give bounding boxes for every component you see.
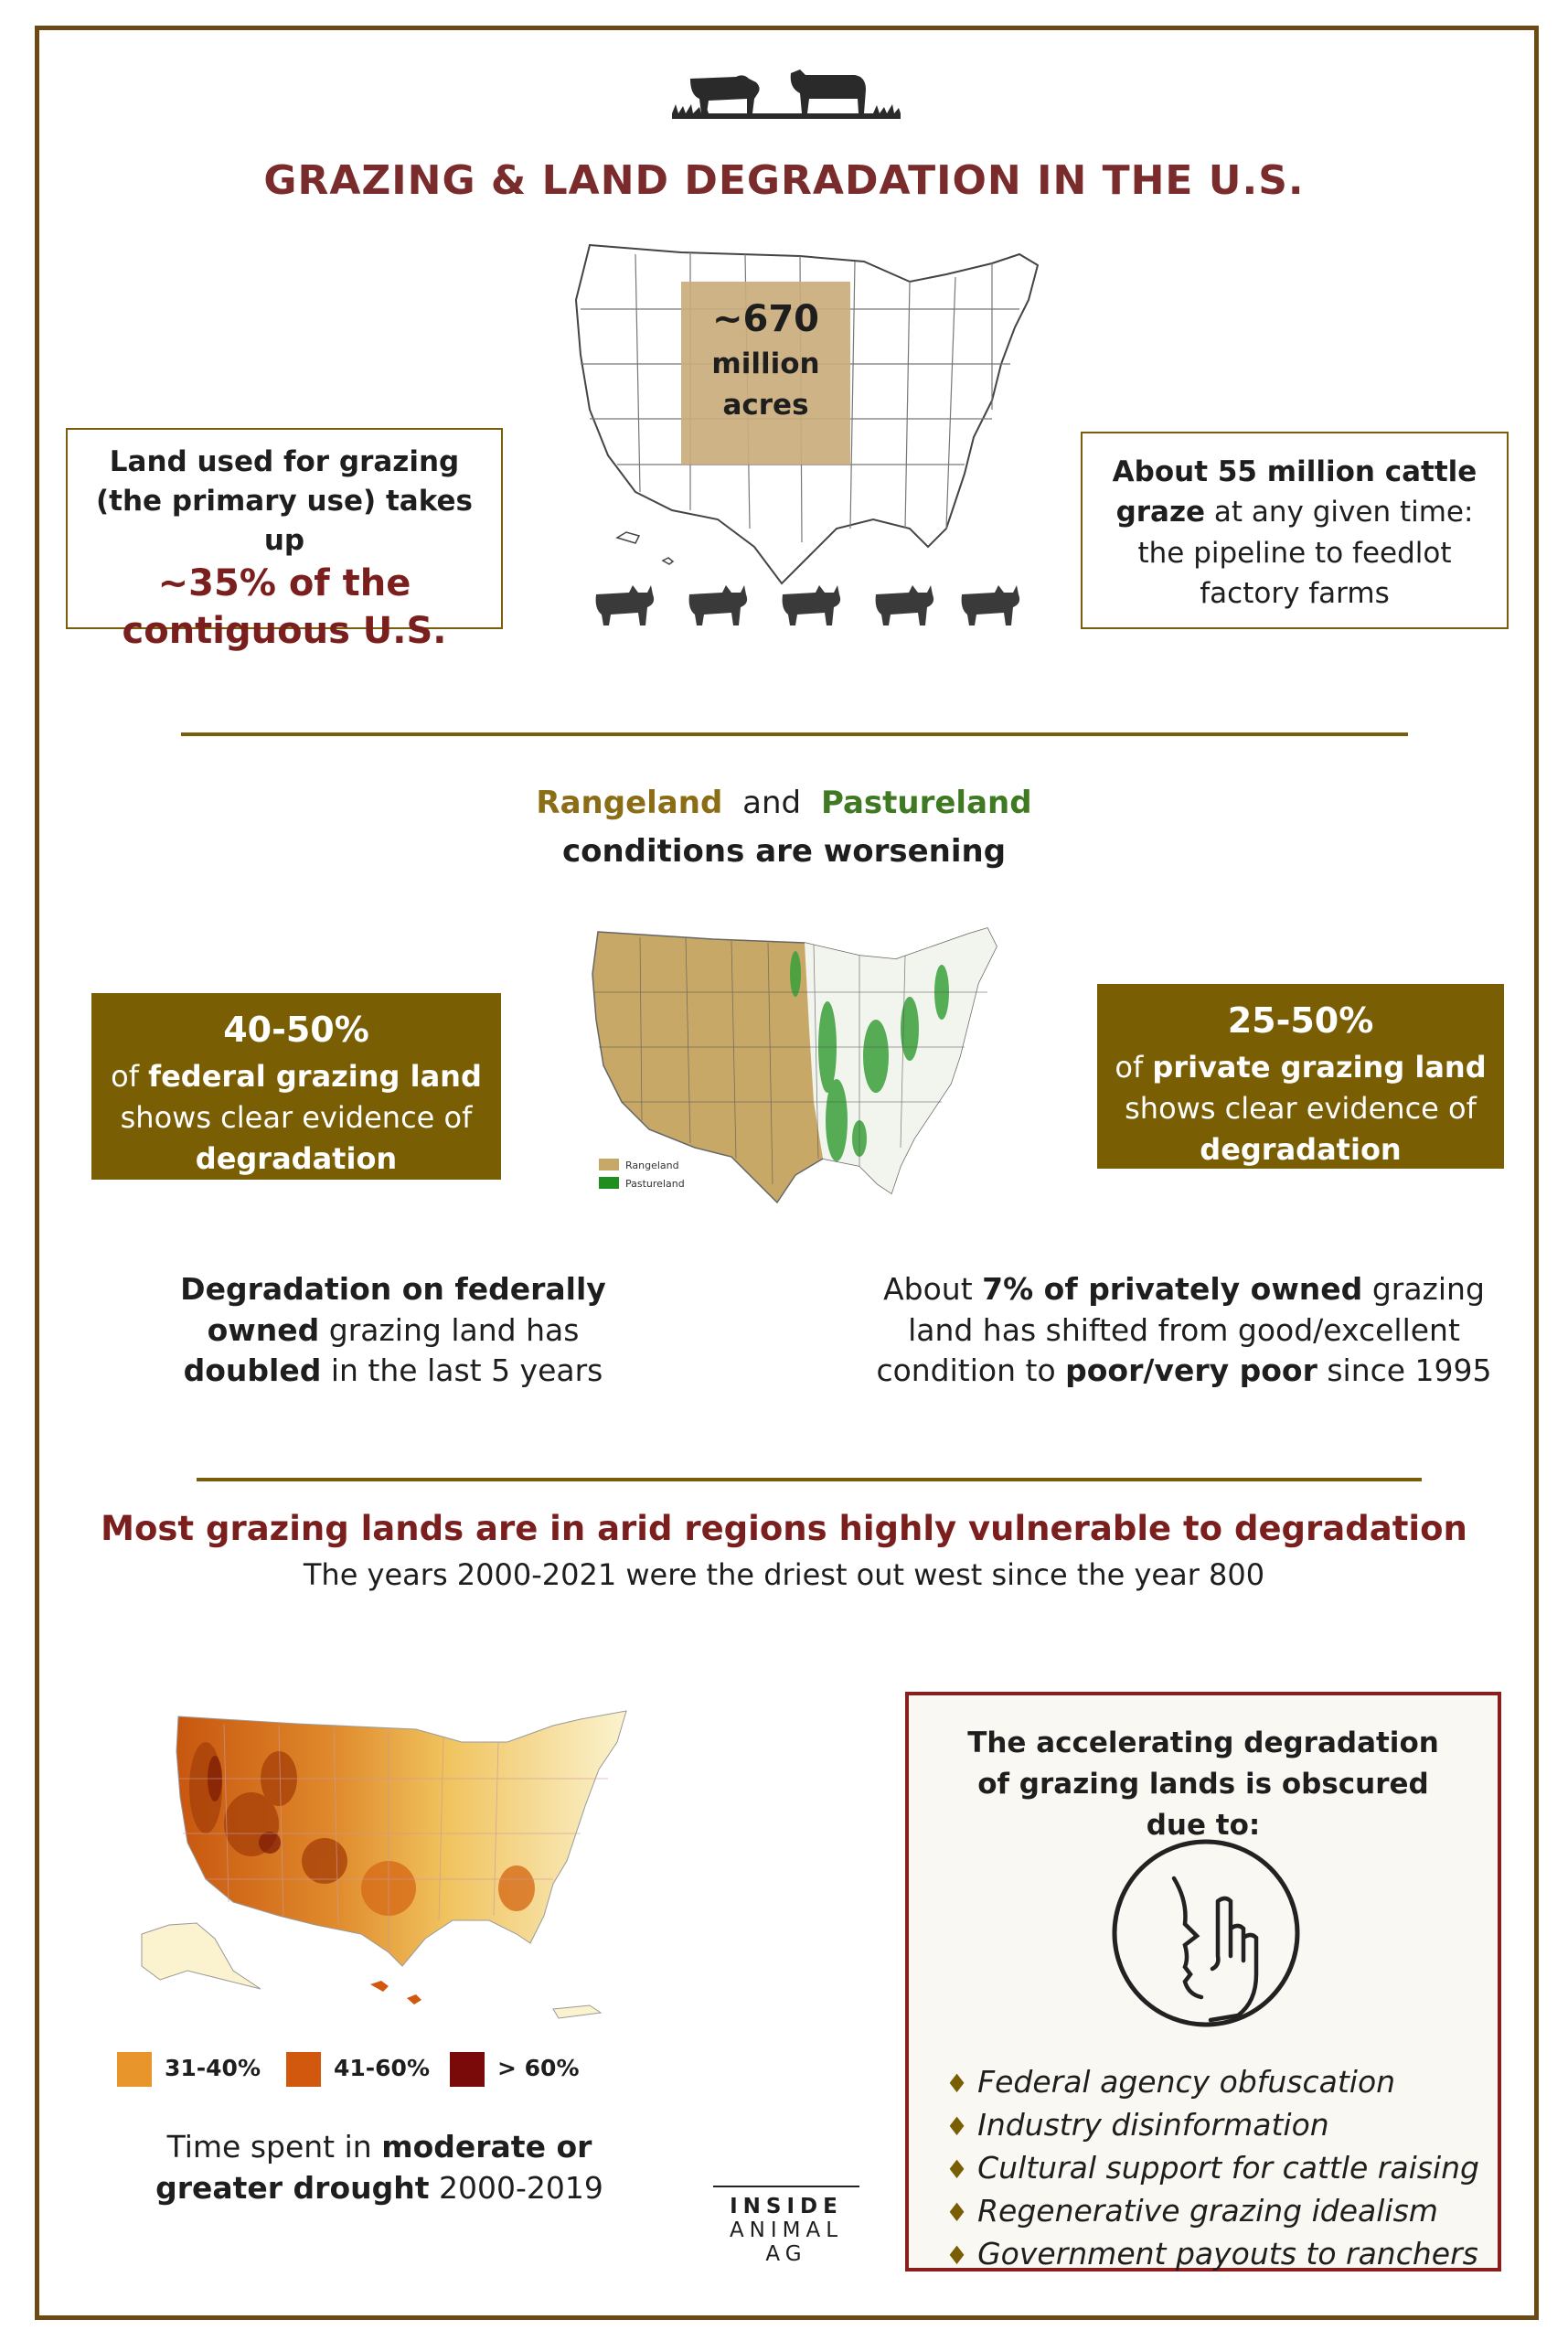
private-shows-text: shows clear evidence of	[1125, 1090, 1477, 1126]
list-item	[945, 2233, 1494, 2276]
reason-text: Cultural support for cattle raising	[977, 2150, 1479, 2186]
section-divider-2	[197, 1478, 1422, 1481]
private-degradation-percent: 25-50%	[1227, 1000, 1374, 1041]
diamond-bullet-icon: ♦	[945, 2197, 969, 2228]
drought-caption-text1: Time spent in	[166, 2129, 372, 2165]
legend-swatch-41-60	[286, 2052, 321, 2087]
grazing-share-text: Land used for grazing (the primary use) takes up	[96, 445, 473, 557]
obscured-reasons-box	[905, 1692, 1501, 2272]
section-divider-1	[181, 732, 1408, 736]
legend-label-31-40: 31-40%	[165, 2055, 261, 2081]
federal-degradation-box	[91, 993, 501, 1180]
cattle-count-bold: About 55 million cattle graze	[1112, 455, 1477, 529]
obscured-heading: The accelerating degradation of grazing lands is obscured due to:	[967, 1726, 1439, 1842]
inside-animal-ag-logo	[713, 2195, 859, 2266]
federal-of-word: of	[111, 1059, 139, 1095]
logo-line2: ANIMAL	[729, 2218, 844, 2242]
reason-text: Industry disinformation	[977, 2107, 1329, 2143]
private-land-label: private grazing land	[1152, 1050, 1487, 1085]
drought-map	[114, 1705, 645, 2044]
federal-shows-text: shows clear evidence of	[120, 1099, 473, 1135]
shush-face-icon	[1101, 1828, 1311, 2038]
reason-text: Regenerative grazing idealism	[977, 2193, 1438, 2229]
drought-caption-bold: moderate or greater drought	[155, 2129, 592, 2206]
diamond-bullet-icon: ♦	[945, 2154, 969, 2185]
private-para-bold2: poor/very poor	[1065, 1352, 1317, 1389]
cattle-icon-row	[592, 582, 1031, 631]
private-of-word: of	[1115, 1050, 1144, 1085]
list-item	[945, 2190, 1494, 2233]
federal-land-label: federal grazing land	[148, 1059, 482, 1095]
drought-legend-item-2	[286, 2052, 430, 2087]
legend-swatch-over-60	[450, 2052, 485, 2087]
diamond-bullet-icon: ♦	[945, 2068, 969, 2099]
and-word: and	[742, 785, 802, 821]
list-item	[945, 2147, 1494, 2190]
grazing-share-box	[66, 428, 503, 653]
cattle-header-icon	[672, 60, 901, 124]
reason-text: Federal agency obfuscation	[977, 2064, 1396, 2100]
legend-swatch-31-40	[117, 2052, 152, 2087]
drought-caption	[146, 2127, 613, 2208]
legend-rangeland-swatch	[599, 1159, 619, 1170]
private-degradation-word: degradation	[1200, 1131, 1402, 1167]
cattle-count-text: at any given time: the pipeline to feedlot factory farms	[1137, 496, 1474, 610]
private-shift-paragraph	[873, 1269, 1495, 1392]
acres-unit: million acres	[711, 347, 820, 422]
page-title: GRAZING & LAND DEGRADATION IN THE U.S.	[263, 157, 1305, 204]
private-degradation-box	[1097, 984, 1504, 1169]
federal-para-text2: in the last 5 years	[330, 1352, 603, 1389]
list-item	[945, 2104, 1494, 2147]
rangeland-word: Rangeland	[536, 785, 723, 821]
federal-degradation-word: degradation	[195, 1140, 398, 1176]
drought-caption-text2: 2000-2019	[439, 2169, 603, 2206]
conditions-heading	[0, 779, 1568, 875]
obscured-reasons-list	[945, 2061, 1494, 2276]
legend-rangeland-label: Rangeland	[625, 1160, 679, 1171]
federal-para-text1: grazing land has	[328, 1311, 580, 1348]
grazing-share-highlight: ~35% of the contiguous U.S.	[122, 562, 447, 653]
reason-text: Government payouts to ranchers	[977, 2236, 1478, 2272]
diamond-bullet-icon: ♦	[945, 2240, 969, 2271]
conditions-subline: conditions are worsening	[561, 832, 1007, 870]
list-item	[945, 2061, 1494, 2104]
cattle-count-box	[1081, 432, 1509, 629]
legend-label-41-60: 41-60%	[334, 2055, 431, 2081]
private-para-text1: About	[883, 1271, 973, 1307]
private-para-text2: grazing land has shifted from good/excellent condition to	[876, 1271, 1485, 1389]
private-para-bold1: 7% of privately owned	[982, 1271, 1363, 1307]
pastureland-word: Pastureland	[820, 785, 1032, 821]
federal-degradation-percent: 40-50%	[223, 1010, 369, 1050]
logo-line3: AG	[765, 2242, 807, 2266]
acres-value: ~670	[711, 298, 819, 340]
map-acres-label	[681, 298, 850, 426]
legend-label-over-60: > 60%	[497, 2055, 580, 2081]
driest-years-subheading: The years 2000-2021 were the driest out west since the year 800	[303, 1557, 1265, 1592]
arid-regions-heading: Most grazing lands are in arid regions highly vulnerable to degradation	[101, 1509, 1467, 1548]
logo-line1: INSIDE	[730, 2195, 843, 2218]
logo-top-bar	[713, 2186, 859, 2187]
legend-pastureland-label: Pastureland	[625, 1178, 685, 1190]
legend-pastureland-swatch	[599, 1177, 619, 1189]
federal-doubled-paragraph	[151, 1269, 635, 1392]
federal-para-bold2: doubled	[183, 1352, 322, 1389]
drought-legend-item-1	[117, 2052, 261, 2087]
private-para-text3: since 1995	[1327, 1352, 1492, 1389]
drought-legend-item-3	[450, 2052, 580, 2087]
rangeland-pastureland-map	[585, 919, 1061, 1221]
diamond-bullet-icon: ♦	[945, 2111, 969, 2142]
federal-para-bold1: Degradation on federally owned	[180, 1271, 606, 1348]
